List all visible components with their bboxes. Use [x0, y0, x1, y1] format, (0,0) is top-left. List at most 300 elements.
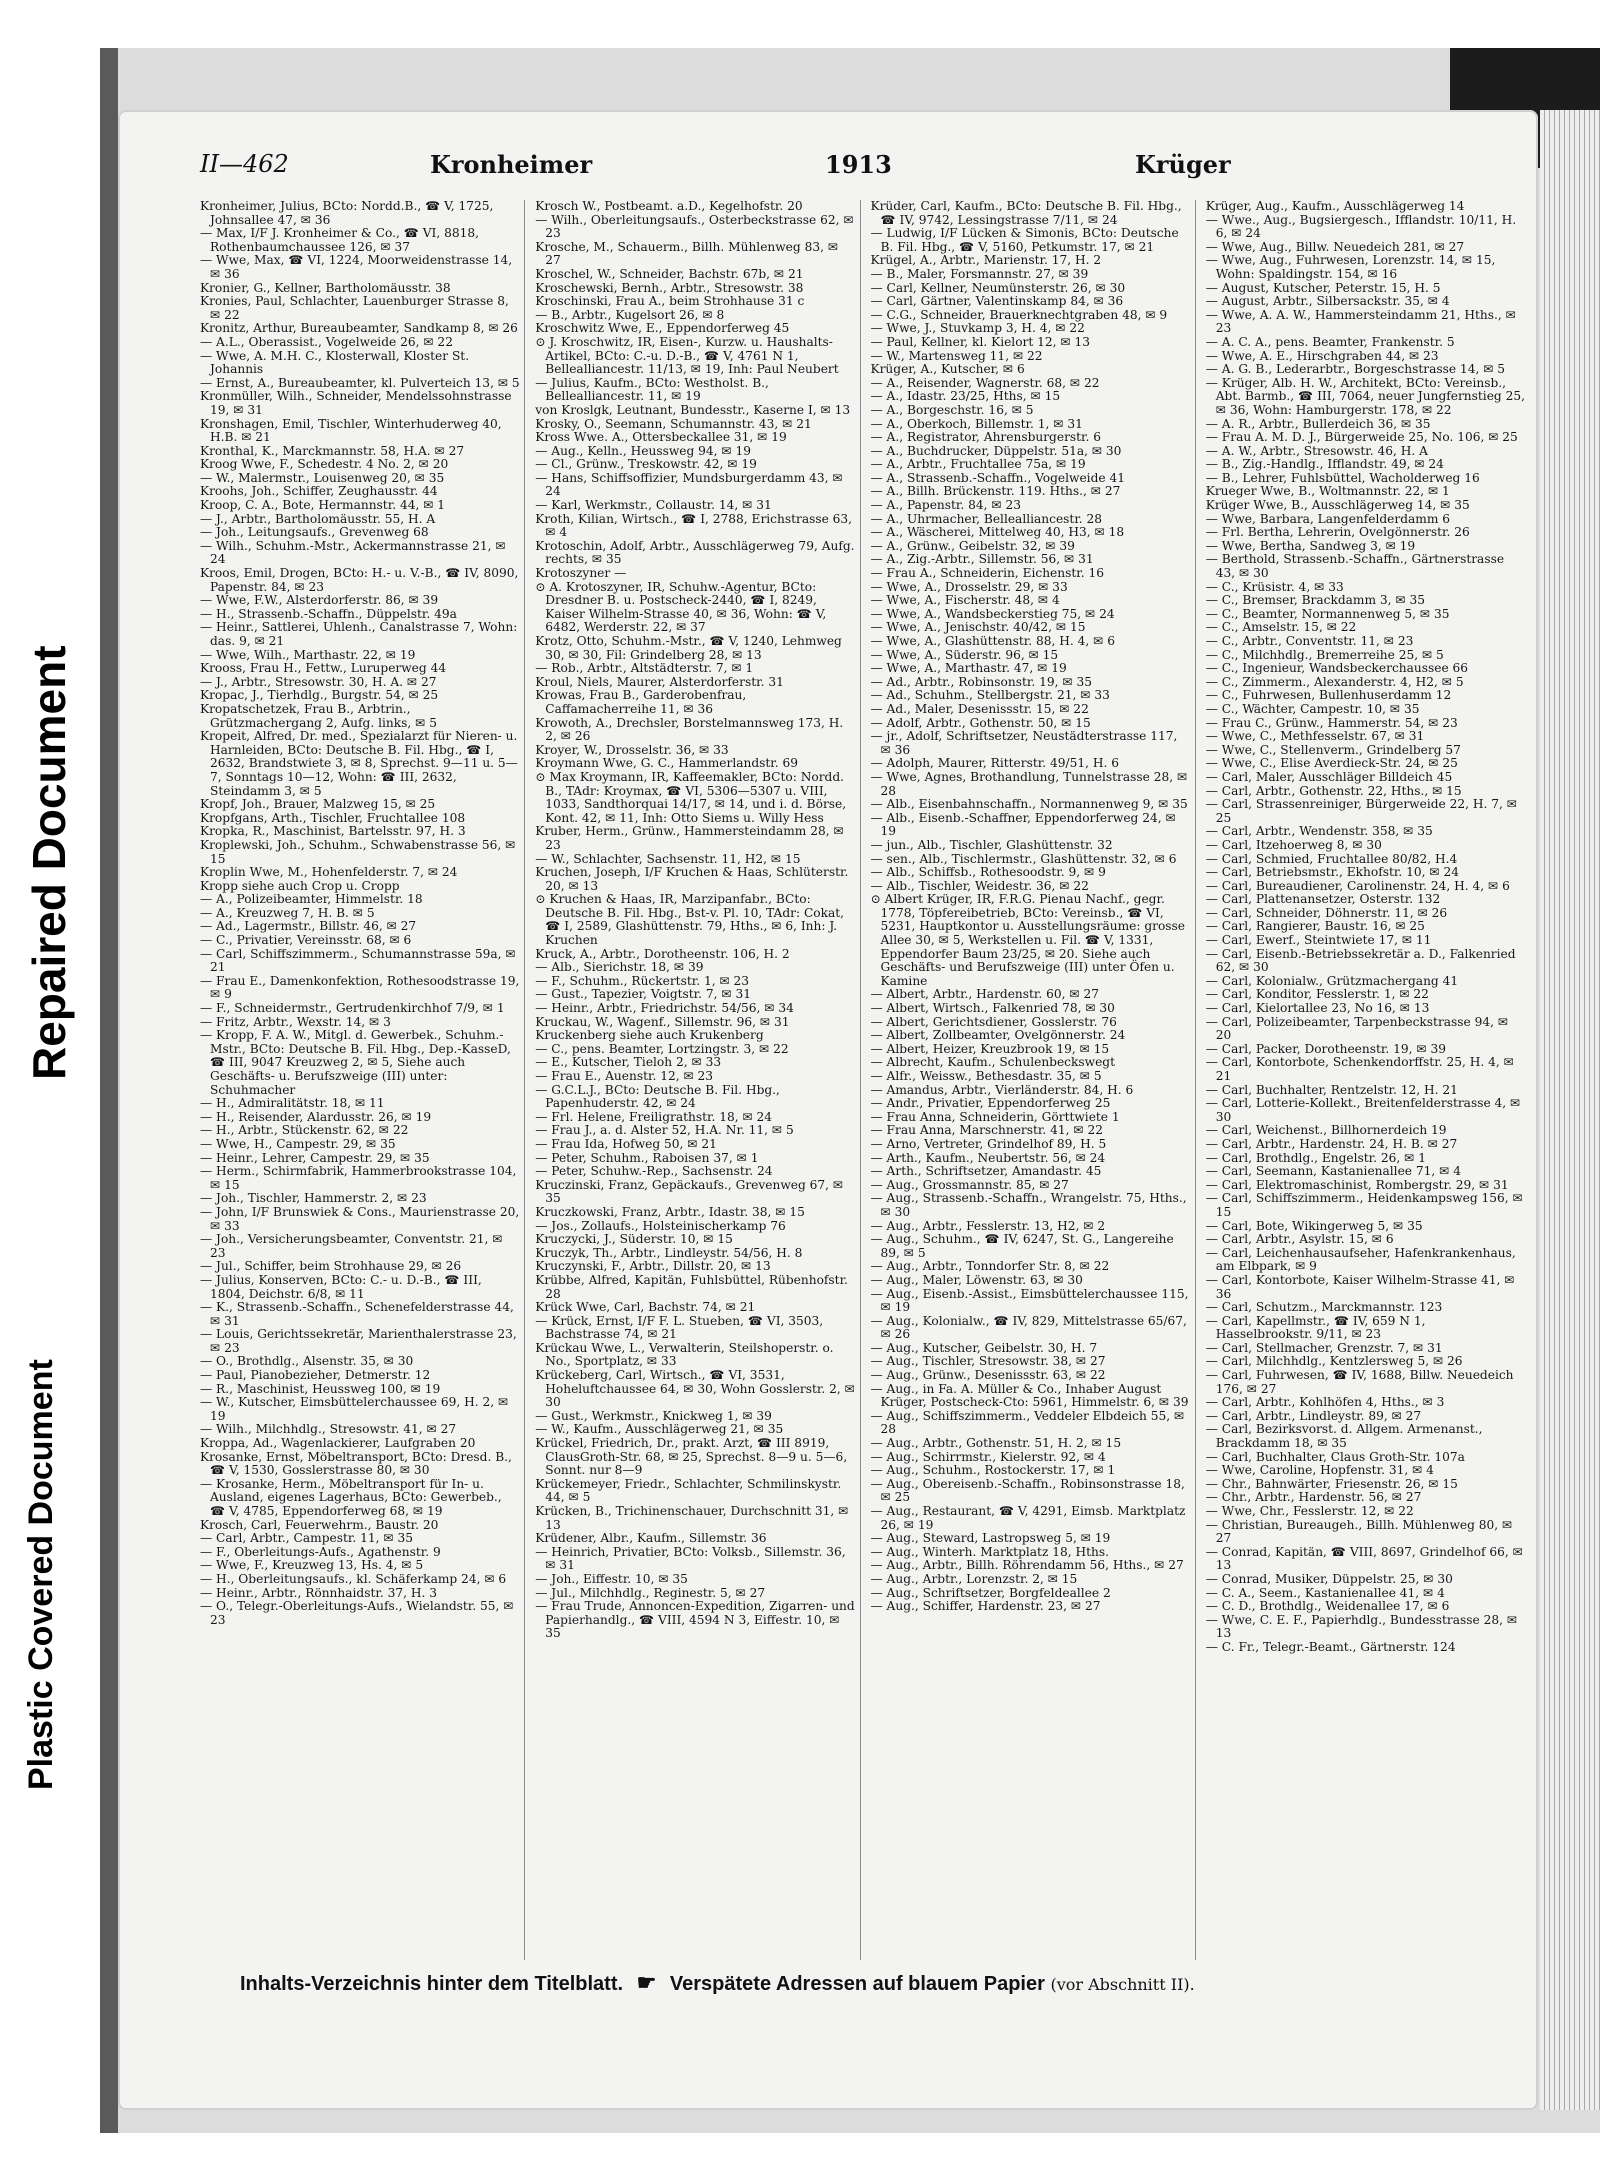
directory-entry: Kross Wwe. A., Ottersbeckallee 31, ✉ 19	[535, 430, 787, 445]
directory-entry: — Aug., Restaurant, ☎ V, 4291, Eimsb. Marktplatz 26, ✉ 19	[870, 1504, 1186, 1532]
pointing-hand-icon: ☛	[636, 1970, 657, 1995]
directory-entry: Krotz, Otto, Schuhm.-Mstr., ☎ V, 1240, Lehmweg 30, ✉ 30, Fil: Grindelberg 28, ✉ 13	[535, 634, 842, 662]
directory-entry: — Adolf, Arbtr., Gothenstr. 50, ✉ 15	[870, 715, 1091, 730]
directory-entry: — Aug., Kolonialw., ☎ IV, 829, Mittelstrasse 65/67, ✉ 26	[870, 1313, 1187, 1342]
directory-entry: — Chr., Arbtr., Hardenstr. 56, ✉ 27	[1205, 1490, 1422, 1505]
directory-entry: Krüger Wwe, B., Ausschlägerweg 14, ✉ 35	[1205, 498, 1470, 513]
directory-entry: — Wilh., Milchhdlg., Stresowstr. 41, ✉ 27	[200, 1422, 457, 1437]
directory-entry: ⊙ J. Kroschwitz, IR, Eisen-, Kurzw. u. Haushalts-Artikel, BCto: C.-u. D.-B., ☎ V, 4761 N 1, Bellealliancestr. 11/13, ✉ 19, Inh: Paul Neubert	[535, 334, 839, 377]
directory-entry: — W., Schlachter, Sachsenstr. 11, H2, ✉ 15	[535, 851, 801, 866]
directory-entry: — Karl, Werkmstr., Collaustr. 14, ✉ 31	[535, 498, 772, 513]
directory-entry: — H., Arbtr., Stückenstr. 62, ✉ 22	[200, 1123, 409, 1138]
directory-entry: — Rob., Arbtr., Altstädterstr. 7, ✉ 1	[535, 661, 754, 676]
directory-entry: Krosky, O., Seemann, Schumannstr. 43, ✉ 21	[535, 416, 812, 431]
directory-entry: — Wwe, A., Wandsbeckerstieg 75, ✉ 24	[870, 606, 1115, 621]
directory-entry: — Carl, Konditor, Fesslerstr. 1, ✉ 22	[1205, 987, 1429, 1002]
directory-entry: — K., Strassenb.-Schaffn., Schenefelderstrasse 44, ✉ 31	[200, 1300, 514, 1328]
directory-entry: — Carl, Bureaudiener, Carolinenstr. 24, H. 4, ✉ 6	[1205, 878, 1510, 893]
directory-entry: — Heinr., Lehrer, Campestr. 29, ✉ 35	[200, 1150, 430, 1165]
directory-entry: — Krüger, Alb. H. W., Architekt, BCto: Vereinsb., Abt. Barmb., ☎ III, 7064, neuer Jungfernstieg 25, ✉ 36, Wohn: Hamburgerstr. 178, ✉ 22	[1205, 375, 1525, 417]
directory-entry: — Aug., Maler, Löwenstr. 63, ✉ 30	[870, 1272, 1083, 1287]
directory-entry: Kruczycki, J., Süderstr. 10, ✉ 15	[535, 1232, 733, 1247]
directory-entry: — C. D., Brothdlg., Weidenallee 17, ✉ 6	[1205, 1599, 1450, 1614]
directory-entry: — Aug., Schuhm., Rostockerstr. 17, ✉ 1	[870, 1463, 1116, 1478]
binding-edge	[100, 48, 118, 2133]
directory-entry: — Alb., Eisenbahnschaffn., Normannenweg 9, ✉ 35	[870, 797, 1188, 812]
directory-entry: — C. Fr., Telegr.-Beamt., Gärtnerstr. 124	[1205, 1639, 1456, 1654]
footer-late-addresses-note: Verspätete Adressen auf blauem Papier	[669, 1973, 1045, 1995]
directory-entry: Kroop, C. A., Bote, Hermannstr. 44, ✉ 1	[200, 498, 446, 513]
directory-entry: — Carl, Kontorbote, Kaiser Wilhelm-Strasse 41, ✉ 36	[1205, 1272, 1515, 1301]
directory-entry: Kroppa, Ad., Wagenlackierer, Laufgraben 20	[200, 1436, 476, 1451]
directory-entry: — Aug., Strassenb.-Schaffn., Wrangelstr. 75, Hths., ✉ 30	[870, 1191, 1187, 1219]
directory-entry: Kruckau, W., Wagenf., Sillemstr. 96, ✉ 31	[535, 1014, 790, 1029]
directory-entry: — F., Schuhm., Rückertstr. 1, ✉ 23	[535, 973, 750, 988]
directory-entry: — J., Arbtr., Stresowstr. 30, H. A. ✉ 27	[200, 674, 437, 689]
directory-entry: — A., Polizeibeamter, Himmelstr. 18	[200, 892, 423, 907]
directory-entry: — O., Brothdlg., Alsenstr. 35, ✉ 30	[200, 1354, 414, 1369]
directory-entry: Krueger Wwe, B., Woltmannstr. 22, ✉ 1	[1205, 484, 1450, 499]
directory-entry: — Frau Ida, Hofweg 50, ✉ 21	[535, 1136, 717, 1151]
directory-entry: Krosanke, Ernst, Möbeltransport, BCto: Dresd. B., ☎ V, 1530, Gosslerstrasse 80, ✉ 30	[200, 1449, 512, 1478]
directory-entry: Kroschinski, Frau A., beim Strohhause 31 c	[535, 294, 805, 309]
directory-entry: Krooss, Frau H., Fettw., Luruperweg 44	[200, 661, 447, 676]
directory-entry: — Albert, Arbtr., Hardenstr. 60, ✉ 27	[870, 987, 1100, 1002]
directory-entry: — Arth., Kaufm., Neubertstr. 56, ✉ 24	[870, 1150, 1106, 1165]
directory-entry: — A., Reisender, Wagnerstr. 68, ✉ 22	[870, 375, 1100, 390]
directory-entry: — Paul, Pianobezieher, Detmerstr. 12	[200, 1368, 431, 1383]
directory-entry: — Carl, Eisenb.-Betriebssekretär a. D., Falkenried 62, ✉ 30	[1205, 946, 1516, 975]
directory-entry: — A., Oberkoch, Billemstr. 1, ✉ 31	[870, 416, 1083, 431]
directory-entry: — Frau Trude, Annoncen-Expedition, Zigarren- und Papierhandlg., ☎ VIII, 4594 N 3, Eiffestr. 10, ✉ 35	[535, 1599, 855, 1641]
directory-entry: — G.C.L.J., BCto: Deutsche B. Fil. Hbg., Papenhuderstr. 42, ✉ 24	[535, 1082, 780, 1111]
directory-entry: ⊙ A. Krotoszyner, IR, Schuhw.-Agentur, BCto: Dresdner B. u. Postscheck-2440, ☎ I, 8249, Kaiser Wilhelm-Strasse 40, ✉ 36, Wohn: ☎ V, 6482, Werderstr. 22, ✉ 37	[535, 579, 827, 635]
directory-entry: — Peter, Schuhm., Raboisen 37, ✉ 1	[535, 1150, 759, 1165]
directory-entry: — H., Admiralitätstr. 18, ✉ 11	[200, 1096, 385, 1111]
directory-entry: — Ad., Maler, Desenissstr. 15, ✉ 22	[870, 701, 1089, 716]
directory-entry: Kroplin Wwe, M., Hohenfelderstr. 7, ✉ 24	[200, 865, 458, 880]
directory-entry: — F., Schneidermstr., Gertrudenkirchhof 7/9, ✉ 1	[200, 1001, 505, 1016]
directory-entry: — C., Fuhrwesen, Bullenhuserdamm 12	[1205, 688, 1452, 703]
directory-entry: — Hans, Schiffsoffizier, Mundsburgerdamm 43, ✉ 24	[535, 470, 843, 499]
directory-entry: — B., Lehrer, Fuhlsbüttel, Wacholderweg 16	[1205, 470, 1480, 485]
directory-entry: — Frau J., a. d. Alster 52, H.A. Nr. 11, ✉ 5	[535, 1123, 794, 1138]
directory-entry: Kropatschetzek, Frau B., Arbtrin., Grützmachergang 2, Aufg. links, ✉ 5	[200, 701, 437, 730]
directory-entry: — Wwe, H., Campestr. 29, ✉ 35	[200, 1136, 396, 1151]
directory-entry: — Julius, Konserven, BCto: C.- u. D.-B., ☎ III, 1804, Deichstr. 6/8, ✉ 11	[200, 1272, 482, 1301]
directory-entry: — Andr., Privatier, Eppendorferweg 25	[870, 1096, 1111, 1111]
directory-entry: Kruck, A., Arbtr., Dorotheenstr. 106, H. 2	[535, 946, 790, 961]
directory-entry: — B., Zig.-Handlg., Ifflandstr. 49, ✉ 24	[1205, 457, 1444, 472]
directory-entry: Kroschwitz Wwe, E., Eppendorferweg 45	[535, 321, 790, 336]
directory-entry: — Aug., Arbtr., Tonndorfer Str. 8, ✉ 22	[870, 1259, 1110, 1274]
directory-entry: — Wwe, A., Drosselstr. 29, ✉ 33	[870, 579, 1068, 594]
directory-entry: — Aug., Grünw., Desenissstr. 63, ✉ 22	[870, 1368, 1106, 1383]
directory-entry: — Aug., Arbtr., Lorenzstr. 2, ✉ 15	[870, 1571, 1078, 1586]
directory-column	[535, 200, 860, 1960]
directory-entry: — Carl, Buchhalter, Claus Groth-Str. 107a	[1205, 1449, 1465, 1464]
directory-entry: — A., Grünw., Geibelstr. 32, ✉ 39	[870, 538, 1075, 553]
directory-entry: — A., Zig.-Arbtr., Sillemstr. 56, ✉ 31	[870, 552, 1094, 567]
directory-entry: — A., Kreuzweg 7, H. B. ✉ 5	[200, 905, 375, 920]
directory-entry: — C., Krüsistr. 4, ✉ 33	[1205, 579, 1344, 594]
directory-entry: — Aug., Arbtr., Fesslerstr. 13, H2, ✉ 2	[870, 1218, 1106, 1233]
header-right-keyword: Krüger	[1135, 150, 1231, 179]
directory-entry: — Aug., in Fa. A. Müller & Co., Inhaber August Krüger, Postscheck-Cto: 5961, Himmelstr. 6, ✉ 39	[870, 1381, 1189, 1410]
directory-entry: — Wwe, C., Stellenverm., Grindelberg 57	[1205, 742, 1461, 757]
directory-entry: Krowoth, A., Drechsler, Borstelmannsweg 173, H. 2, ✉ 26	[535, 715, 844, 744]
directory-entry: — Aug., Schirrmstr., Kielerstr. 92, ✉ 4	[870, 1449, 1106, 1464]
directory-entry: — H., Reisender, Alardusstr. 26, ✉ 19	[200, 1109, 432, 1124]
directory-entry: — C., Ingenieur, Wandsbeckerchaussee 66	[1205, 661, 1469, 676]
directory-entry: — jun., Alb., Tischler, Glashüttenstr. 32	[870, 837, 1113, 852]
directory-entry: — A., Registrator, Ahrensburgerstr. 6	[870, 430, 1102, 445]
directory-entry: — Krosanke, Herm., Möbeltransport für In- u. Ausland, eigenes Lagerhaus, BCto: Gewerbeb., ☎ V, 4785, Eppendorferweg 68, ✉ 19	[200, 1476, 502, 1518]
directory-entry: — Carl, Lotterie-Kollekt., Breitenfelderstrasse 4, ✉ 30	[1205, 1096, 1521, 1124]
directory-entry: — Carl, Betriebsmstr., Ekhofstr. 10, ✉ 24	[1205, 865, 1459, 880]
directory-entry: — Frau E., Auenstr. 12, ✉ 23	[535, 1069, 714, 1083]
directory-entry: Krückau Wwe, L., Verwalterin, Steilshoperstr. o. No., Sportplatz, ✉ 33	[535, 1340, 834, 1369]
plastic-covered-label: Plastic Covered Document	[22, 1359, 60, 1790]
header-left-keyword: Kronheimer	[430, 150, 593, 179]
directory-entry: — Aug., Arbtr., Gothenstr. 51, H. 2, ✉ 15	[870, 1436, 1122, 1451]
directory-entry: — C., Amselstr. 15, ✉ 22	[1205, 620, 1357, 635]
directory-entry: — Wwe, A., Süderstr. 96, ✉ 15	[870, 647, 1059, 662]
directory-entry: Kropfgans, Arth., Tischler, Fruchtallee 108	[200, 810, 466, 825]
directory-entry: — W., Martensweg 11, ✉ 22	[870, 348, 1043, 363]
directory-entry: Kronmüller, Wilh., Schneider, Mendelssohnstrasse 19, ✉ 31	[200, 389, 512, 417]
directory-entry: — Aug., Schuhm., ☎ IV, 6247, St. G., Langereihe 89, ✉ 5	[870, 1232, 1174, 1260]
directory-entry: — August, Arbtr., Silbersackstr. 35, ✉ 4	[1205, 294, 1450, 309]
side-label-strip	[0, 0, 100, 2177]
directory-entry: — Carl, Arbtr., Asylstr. 15, ✉ 6	[1205, 1232, 1394, 1247]
directory-entry: — Jul., Schiffer, beim Strohhause 29, ✉ 26	[200, 1259, 462, 1274]
directory-entry: — Albert, Heizer, Kreuzbrook 19, ✉ 15	[870, 1041, 1110, 1056]
directory-entry: — jr., Adolf, Schriftsetzer, Neustädterstrasse 117, ✉ 36	[870, 729, 1178, 757]
directory-entry: — Carl, Kolonialw., Grützmachergang 41	[1205, 973, 1459, 988]
directory-entry: — Wwe, A., Jenischstr. 40/42, ✉ 15	[870, 620, 1086, 635]
directory-entry: Krüger, Aug., Kaufm., Ausschlägerweg 14	[1205, 200, 1465, 213]
directory-entry: Kruczkowski, Franz, Arbtr., Idastr. 38, ✉ 15	[535, 1204, 805, 1219]
directory-entry: — C., Privatier, Vereinsstr. 68, ✉ 6	[200, 933, 412, 948]
directory-entry: von Kroslgk, Leutnant, Bundesstr., Kaserne I, ✉ 13	[535, 402, 851, 417]
directory-entry: — Carl, Maler, Ausschläger Billdeich 45	[1205, 769, 1453, 784]
directory-entry: — Joh., Versicherungsbeamter, Conventstr. 21, ✉ 23	[200, 1232, 503, 1260]
directory-entry: — Frau A. M. D. J., Bürgerweide 25, No. 106, ✉ 25	[1205, 430, 1518, 445]
directory-entry: — Wwe, A., Marthastr. 47, ✉ 19	[870, 661, 1067, 676]
directory-entry: — Carl, Kellner, Neumünsterstr. 26, ✉ 30	[870, 280, 1126, 295]
directory-entry: Kropac, J., Tierhdlg., Burgstr. 54, ✉ 25	[200, 688, 439, 703]
directory-entry: — Wwe, F.W., Alsterdorferstr. 86, ✉ 39	[200, 593, 439, 608]
directory-entry: — Ernst, A., Bureaubeamter, kl. Pulverteich 13, ✉ 5	[200, 375, 520, 390]
directory-entry: — Wilh., Schuhm.-Mstr., Ackermannstrasse 21, ✉ 24	[200, 538, 506, 567]
directory-entry: — Carl, Kielortallee 23, No 16, ✉ 13	[1205, 1001, 1430, 1016]
directory-entry: — Albrecht, Kaufm., Schulenbeckswegt	[870, 1055, 1115, 1070]
directory-entry: — Fritz, Arbtr., Wexstr. 14, ✉ 3	[200, 1014, 391, 1029]
directory-entry: — A., Strassenb.-Schaffn., Vogelweide 41	[870, 470, 1125, 485]
directory-entry: — Heinr., Arbtr., Friedrichstr. 54/56, ✉ 34	[535, 1001, 794, 1016]
directory-entry: Kropeit, Alfred, Dr. med., Spezialarzt für Nieren- u. Harnleiden, BCto: Deutsche B. Fil. Hbg., ☎ I, 2632, Brandstwiete 3, ✉ 8, Sprechst. 9—11 u. 5—7, Sonntags 10—12, Wohn: ☎ III, 2632, Steindamm 3, ✉ 5	[200, 729, 518, 798]
directory-entry: Krübbe, Alfred, Kapitän, Fuhlsbüttel, Rübenhofstr. 28	[535, 1272, 848, 1301]
directory-entry: — Aug., Schriftsetzer, Borgfeldeallee 2	[870, 1585, 1111, 1600]
directory-entry: — Carl, Bote, Wikingerweg 5, ✉ 35	[1205, 1218, 1423, 1233]
directory-entry: — Joh., Leitungsaufs., Grevenweg 68	[200, 525, 429, 540]
directory-entry: — Wwe, Max, ☎ VI, 1224, Moorweidenstrasse 14, ✉ 36	[200, 253, 513, 281]
directory-entry: — C., Wächter, Campestr. 10, ✉ 35	[1205, 701, 1420, 716]
directory-entry: — Heinrich, Privatier, BCto: Volksb., Sillemstr. 36, ✉ 31	[535, 1544, 846, 1573]
directory-entry: Kroohs, Joh., Schiffer, Zeughausstr. 44	[200, 484, 438, 499]
directory-entry: Krosch, Carl, Feuerwehrm., Baustr. 20	[200, 1517, 439, 1532]
directory-entry: — A., Idastr. 23/25, Hths, ✉ 15	[870, 389, 1061, 404]
directory-entry: — A., Uhrmacher, Bellealliancestr. 28	[870, 511, 1103, 526]
directory-entry: — C., Bremser, Brackdamm 3, ✉ 35	[1205, 593, 1425, 608]
directory-entry: — C.G., Schneider, Brauerknechtgraben 48, ✉ 9	[870, 307, 1168, 322]
directory-entry: Kroschewski, Bernh., Arbtr., Stresowstr. 38	[535, 280, 804, 295]
directory-entry: — Carl, Schneider, Döhnerstr. 11, ✉ 26	[1205, 905, 1448, 920]
directory-entry: — A. G. B., Lederarbtr., Borgeschstrasse 14, ✉ 5	[1205, 362, 1506, 377]
directory-entry: Kronshagen, Emil, Tischler, Winterhuderweg 40, H.B. ✉ 21	[200, 416, 502, 445]
directory-entry: — Carl, Plattenansetzer, Osterstr. 132	[1205, 892, 1441, 907]
directory-entry: Krückeberg, Carl, Wirtsch., ☎ VI, 3531, Hoheluftchaussee 64, ✉ 30, Wohn Gosslerstr. 2, ✉ 30	[535, 1368, 855, 1410]
directory-entry: — Max, I/F J. Kronheimer & Co., ☎ VI, 8818, Rothenbaumchaussee 126, ✉ 37	[200, 226, 480, 254]
directory-entry: — Wwe, C., Methfesselstr. 67, ✉ 31	[1205, 729, 1425, 744]
directory-entry: Kruckenberg siehe auch Krukenberg	[535, 1028, 764, 1043]
directory-entry: — Aug., Arbtr., Billh. Röhrendamm 56, Hths., ✉ 27	[870, 1558, 1184, 1573]
directory-entry: — A. R., Arbtr., Bullerdeich 36, ✉ 35	[1205, 416, 1431, 431]
directory-entry: — W., Malermstr., Louisenweg 20, ✉ 35	[200, 470, 445, 485]
directory-entry: — Ad., Arbtr., Robinsonstr. 19, ✉ 35	[870, 674, 1092, 689]
directory-entry: Kroul, Niels, Maurer, Alsterdorferstr. 31	[535, 674, 784, 689]
directory-entry: Kropp siehe auch Crop u. Cropp	[200, 878, 400, 893]
directory-entry: — A., Papenstr. 84, ✉ 23	[870, 498, 1022, 513]
directory-entry: — Wwe., Aug., Bugsiergesch., Ifflandstr. 10/11, H. 6, ✉ 24	[1205, 212, 1517, 241]
directory-entry: — Carl, Packer, Dorotheenstr. 19, ✉ 39	[1205, 1041, 1446, 1056]
directory-entry: — Aug., Grossmannstr. 85, ✉ 27	[870, 1177, 1069, 1192]
directory-entry: — Herm., Schirmfabrik, Hammerbrookstrasse 104, ✉ 15	[200, 1164, 517, 1192]
directory-entry: — Conrad, Kapitän, ☎ VIII, 8697, Grindelhof 66, ✉ 13	[1205, 1544, 1523, 1573]
directory-entry: — Wwe, Chr., Fesslerstr. 12, ✉ 22	[1205, 1504, 1414, 1518]
directory-entry: — Louis, Gerichtssekretär, Marienthalerstrasse 23, ✉ 23	[200, 1327, 517, 1355]
directory-entry: — Carl, Stellmacher, Grenzstr. 7, ✉ 31	[1205, 1340, 1443, 1355]
directory-entry: — A. C. A., pens. Beamter, Frankenstr. 5	[1205, 334, 1455, 349]
directory-entry: — Carl, Buchhalter, Rentzelstr. 12, H. 21	[1205, 1082, 1458, 1097]
directory-entry: — Carl, Leichenhausaufseher, Hafenkrankenhaus, am Elbpark, ✉ 9	[1205, 1245, 1516, 1274]
directory-entry: — Ad., Lagermstr., Billstr. 46, ✉ 27	[200, 919, 417, 934]
directory-entry: — Alfr., Weissw., Bethesdastr. 35, ✉ 5	[870, 1069, 1102, 1083]
directory-entry: — Albert, Gerichtsdiener, Gosslerstr. 76	[870, 1014, 1117, 1029]
directory-entry: — Carl, Strassenreiniger, Bürgerweide 22, H. 7, ✉ 25	[1205, 797, 1517, 825]
directory-entry: ⊙ Kruchen & Haas, IR, Marzipanfabr., BCto: Deutsche B. Fil. Hbg., Bst-v. Pl. 10, TAdr: Cokat, ☎ I, 2589, Glashüttenstr. 79, Hths., ✉ 6, Inh: J. Kruchen	[535, 892, 845, 948]
directory-entry: Kruber, Herm., Grünw., Hammersteindamm 28, ✉ 23	[535, 824, 844, 852]
directory-entry: — Carl, Gärtner, Valentinskamp 84, ✉ 36	[870, 294, 1124, 309]
directory-entry: — C. A., Seem., Kastanienallee 41, ✉ 4	[1205, 1585, 1445, 1600]
directory-entry: — Carl, Bezirksvorst. d. Allgem. Armenanst., Brackdamm 18, ✉ 35	[1205, 1422, 1483, 1451]
directory-entry: — Aug., Eisenb.-Assist., Eimsbüttelerchaussee 115, ✉ 19	[870, 1286, 1189, 1315]
directory-entry: — Peter, Schuhw.-Rep., Sachsenstr. 24	[535, 1164, 773, 1179]
directory-entry: — Wwe, Aug., Fuhrwesen, Lorenzstr. 14, ✉ 15, Wohn: Spaldingstr. 154, ✉ 16	[1205, 253, 1496, 281]
directory-entry: — Carl, Ewerf., Steintwiete 17, ✉ 11	[1205, 933, 1432, 948]
directory-entry: — Aug., Kelln., Heussweg 94, ✉ 19	[535, 443, 752, 458]
directory-entry: — A., Buchdrucker, Düppelstr. 51a, ✉ 30	[870, 443, 1122, 458]
footer-index-note: Inhalts-Verzeichnis hinter dem Titelblatt.	[240, 1973, 624, 1995]
directory-column	[871, 200, 1196, 1960]
directory-entry: — Carl, Rangierer, Baustr. 16, ✉ 25	[1205, 919, 1425, 934]
directory-entry: — Paul, Kellner, kl. Kielort 12, ✉ 13	[870, 334, 1090, 349]
directory-entry: — Wwe, C. E. F., Papierhdlg., Bundesstrasse 28, ✉ 13	[1205, 1612, 1518, 1641]
directory-entry: — Julius, Kaufm., BCto: Westholst. B., Bellealliancestr. 11, ✉ 19	[535, 375, 769, 404]
directory-entry: — W., Kutscher, Eimsbüttelerchaussee 69, H. 2, ✉ 19	[200, 1395, 509, 1423]
directory-entry: Kronier, G., Kellner, Bartholomäusstr. 38	[200, 280, 451, 295]
directory-entry: — Gust., Werkmstr., Knickweg 1, ✉ 39	[535, 1408, 772, 1423]
directory-entry: — Aug., Kutscher, Geibelstr. 30, H. 7	[870, 1340, 1098, 1355]
directory-entry: — John, I/F Brunswiek & Cons., Maurienstrasse 20, ✉ 33	[200, 1204, 520, 1233]
directory-entry: — Wwe, A. E., Hirschgraben 44, ✉ 23	[1205, 348, 1439, 363]
directory-entry: — Wwe, A., Glashüttenstr. 88, H. 4, ✉ 6	[870, 634, 1115, 648]
directory-entry: — Aug., Schiffer, Hardenstr. 23, ✉ 27	[870, 1599, 1101, 1614]
directory-entry: Krücken, B., Trichinenschauer, Durchschnitt 31, ✉ 13	[535, 1504, 849, 1532]
directory-entry: Kropf, Joh., Brauer, Malzweg 15, ✉ 25	[200, 797, 436, 812]
directory-entry: — Wwe, Barbara, Langenfelderdamm 6	[1205, 511, 1451, 526]
directory-columns	[200, 200, 1530, 1960]
directory-entry: — Wwe, A. A. W., Hammersteindamm 21, Hths., ✉ 23	[1205, 307, 1516, 336]
footer-section-note: (vor Abschnitt II).	[1050, 1975, 1195, 1994]
directory-entry: — Frau A., Schneiderin, Eichenstr. 16	[870, 566, 1105, 581]
directory-entry: ⊙ Max Kroymann, IR, Kaffeemakler, BCto: Nordd. B., TAdr: Kroymax, ☎ VI, 5306—5307 u. VIII, 1033, Sandthorquai 14/17, ✉ 14, und i. d. Börse, Kont. 42, ✉ 11, Inh: Otto Siems u. Willy Hess	[535, 769, 847, 825]
directory-entry: — W., Kaufm., Ausschlägerweg 21, ✉ 35	[535, 1422, 784, 1437]
directory-entry: Kroplewski, Joh., Schuhm., Schwabenstrasse 56, ✉ 15	[200, 837, 516, 866]
directory-entry: — Conrad, Musiker, Düppelstr. 25, ✉ 30	[1205, 1571, 1453, 1586]
directory-entry: — J., Arbtr., Bartholomäusstr. 55, H. A	[200, 511, 436, 526]
directory-entry: — Wwe, A. M.H. C., Klosterwall, Kloster St. Johannis	[200, 348, 470, 377]
directory-entry: — Aug., Obereisenb.-Schaffn., Robinsonstrasse 18, ✉ 25	[870, 1476, 1185, 1505]
directory-entry: — C., Arbtr., Conventstr. 11, ✉ 23	[1205, 634, 1414, 648]
directory-entry: — B., Arbtr., Kugelsort 26, ✉ 8	[535, 307, 725, 322]
page-header	[200, 150, 1530, 190]
directory-entry: — Ludwig, I/F Lücken & Simonis, BCto: Deutsche B. Fil. Hbg., ☎ V, 5160, Petkumstr. 17, ✉ 21	[870, 226, 1179, 254]
directory-entry: — Joh., Eiffestr. 10, ✉ 35	[535, 1571, 688, 1586]
directory-entry: — Aug., Schiffszimmerm., Veddeler Elbdeich 55, ✉ 28	[870, 1408, 1185, 1437]
directory-entry: — Heinr., Arbtr., Rönnhaidstr. 37, H. 3	[200, 1585, 437, 1600]
page-stack-edges	[1540, 110, 1600, 2110]
directory-entry: — Frl. Helene, Freiligrathstr. 18, ✉ 24	[535, 1109, 773, 1124]
directory-entry: — Wwe, F., Kreuzweg 13, Hs. 4, ✉ 5	[200, 1558, 424, 1573]
directory-entry: — August, Kutscher, Peterstr. 15, H. 5	[1205, 280, 1441, 295]
directory-entry: — Carl, Arbtr., Lindleystr. 89, ✉ 27	[1205, 1408, 1422, 1423]
directory-entry: — Frl. Bertha, Lehrerin, Ovelgönnerstr. 26	[1205, 525, 1470, 540]
directory-entry: — Albert, Wirtsch., Falkenried 78, ✉ 30	[870, 1001, 1115, 1016]
directory-entry: — Jul., Milchhdlg., Reginestr. 5, ✉ 27	[535, 1585, 766, 1600]
directory-entry: Kruczinski, Franz, Gepäckaufs., Grevenweg 67, ✉ 35	[535, 1177, 844, 1206]
directory-entry: — Carl, Arbtr., Wendenstr. 358, ✉ 35	[1205, 824, 1433, 839]
directory-entry: — Jos., Zollaufs., Holsteinischerkamp 76	[535, 1218, 786, 1233]
directory-entry: Kropka, R., Maschinist, Bartelsstr. 97, H. 3	[200, 824, 466, 839]
directory-entry: — A., Arbtr., Fruchtallee 75a, ✉ 19	[870, 457, 1086, 472]
directory-entry: — Carl, Schiffszimmerm., Schumannstrasse 59a, ✉ 21	[200, 946, 516, 975]
directory-entry: — H., Oberleitungsaufs., kl. Schäferkamp 24, ✉ 6	[200, 1571, 507, 1586]
directory-entry: — Carl, Milchhdlg., Kentzlersweg 5, ✉ 26	[1205, 1354, 1463, 1369]
directory-entry: — Carl, Schmied, Fruchtallee 80/82, H.4	[1205, 851, 1458, 866]
header-year: 1913	[825, 150, 892, 179]
page-number: II—462	[200, 150, 289, 178]
directory-entry: Kroyer, W., Drosselstr. 36, ✉ 33	[535, 742, 729, 757]
directory-entry: — Wwe, Wilh., Marthastr. 22, ✉ 19	[200, 647, 416, 662]
directory-entry: Krügel, A., Arbtr., Marienstr. 17, H. 2	[870, 253, 1102, 268]
directory-entry: — Wwe, Caroline, Hopfenstr. 31, ✉ 4	[1205, 1463, 1434, 1478]
directory-entry: — Carl, Kapellmstr., ☎ IV, 659 N 1, Hasselbrookstr. 9/11, ✉ 23	[1205, 1313, 1426, 1342]
directory-entry: — Berthold, Strassenb.-Schaffn., Gärtnerstrasse 43, ✉ 30	[1205, 552, 1505, 581]
directory-entry: — C., Beamter, Normannenweg 5, ✉ 35	[1205, 606, 1450, 621]
directory-entry: Krotoszyner —	[535, 566, 627, 581]
directory-entry: — Gust., Tapezier, Voigtstr. 7, ✉ 31	[535, 987, 751, 1002]
directory-entry: Krowas, Frau B., Garderobenfrau, Caffamacherreihe 11, ✉ 36	[535, 688, 747, 716]
directory-entry: Kroog Wwe, F., Schedestr. 4 No. 2, ✉ 20	[200, 457, 449, 472]
directory-entry: — Alb., Eisenb.-Schaffner, Eppendorferweg 24, ✉ 19	[870, 810, 1176, 839]
directory-entry: Kronitz, Arthur, Bureaubeamter, Sandkamp 8, ✉ 26	[200, 321, 518, 336]
directory-entry: — C., Zimmerm., Alexanderstr. 4, H2, ✉ 5	[1205, 674, 1464, 689]
directory-entry: — Wwe, Agnes, Brothandlung, Tunnelstrasse 28, ✉ 28	[870, 769, 1188, 798]
directory-entry: — Carl, Arbtr., Kohlhöfen 4, Hths., ✉ 3	[1205, 1395, 1445, 1410]
directory-entry: — Kropp, F. A. W., Mitgl. d. Gewerbek., Schuhm.-Mstr., BCto: Deutsche B. Fil. Hbg., Dep.-KasseD, ☎ III, 9047 Kreuzweg 2, ✉ 5, Siehe auch Geschäfts- u. Berufszweige (III) unter: Schuhmacher	[200, 1028, 511, 1097]
directory-entry: — H., Strassenb.-Schaffn., Düppelstr. 49a	[200, 606, 457, 621]
directory-entry: Krück Wwe, Carl, Bachstr. 74, ✉ 21	[535, 1300, 756, 1315]
directory-entry: — Carl, Schiffszimmerm., Heidenkampsweg 156, ✉ 15	[1205, 1191, 1523, 1219]
directory-entry: Kroos, Emil, Drogen, BCto: H.- u. V.-B., ☎ IV, 8090, Papenstr. 84, ✉ 23	[200, 566, 519, 594]
directory-entry: — Wwe, C., Elise Averdieck-Str. 24, ✉ 25	[1205, 756, 1458, 771]
directory-entry: — F., Oberleitungs-Aufs., Agathenstr. 9	[200, 1544, 441, 1559]
page-footer	[240, 1970, 1520, 2000]
directory-entry: — Carl, Arbtr., Hardenstr. 24, H. B. ✉ 27	[1205, 1136, 1458, 1151]
directory-entry: Kronies, Paul, Schlachter, Lauenburger Strasse 8, ✉ 22	[200, 294, 509, 322]
directory-entry: — Arno, Vertreter, Grindelhof 89, H. 5	[870, 1136, 1107, 1151]
directory-entry: — Carl, Seemann, Kastanienallee 71, ✉ 4	[1205, 1164, 1461, 1179]
directory-entry: — Frau Anna, Schneiderin, Görttwiete 1	[870, 1109, 1120, 1124]
directory-entry: — C., Milchhdlg., Bremerreihe 25, ✉ 5	[1205, 647, 1444, 662]
directory-entry: Krotoschin, Adolf, Arbtr., Ausschlägerweg 79, Aufg. rechts, ✉ 35	[535, 538, 855, 567]
directory-entry: Krückemeyer, Friedr., Schlachter, Schmilinskystr. 44, ✉ 5	[535, 1476, 842, 1505]
directory-entry: — Krück, Ernst, I/F F. L. Stueben, ☎ VI, 3503, Bachstrasse 74, ✉ 21	[535, 1313, 824, 1342]
directory-entry: — Wwe, Bertha, Sandweg 3, ✉ 19	[1205, 538, 1416, 553]
directory-entry: — Heinr., Sattlerei, Uhlenh., Canalstrasse 7, Wohn: das. 9, ✉ 21	[200, 620, 518, 648]
directory-entry: — E., Kutscher, Tieloh 2, ✉ 33	[535, 1055, 722, 1070]
directory-entry: — Carl, Schutzm., Marckmannstr. 123	[1205, 1300, 1443, 1315]
directory-entry: — B., Maler, Forsmannstr. 27, ✉ 39	[870, 266, 1089, 281]
directory-entry: Krüder, Carl, Kaufm., BCto: Deutsche B. Fil. Hbg., ☎ IV, 9742, Lessingstrasse 7/11, ✉ 24	[870, 200, 1182, 227]
directory-entry: — Alb., Tischler, Weidestr. 36, ✉ 22	[870, 878, 1089, 893]
directory-entry: — A. W., Arbtr., Stresowstr. 46, H. A	[1205, 443, 1428, 458]
directory-entry: Kruczyk, Th., Arbtr., Lindleystr. 54/56, H. 8	[535, 1245, 803, 1260]
directory-entry: — Alb., Schiffsb., Rothesoodstr. 9, ✉ 9	[870, 865, 1106, 880]
directory-entry: — Wwe, Aug., Billw. Neuedeich 281, ✉ 27	[1205, 239, 1465, 254]
directory-entry: — Ad., Schuhm., Stellbergstr. 21, ✉ 33	[870, 688, 1110, 703]
directory-entry: — Amandus, Arbtr., Vierländerstr. 84, H. 6	[870, 1082, 1134, 1097]
directory-entry: Kroschel, W., Schneider, Bachstr. 67b, ✉ 21	[535, 266, 804, 281]
directory-entry: — Christian, Bureaugeh., Billh. Mühlenweg 80, ✉ 27	[1205, 1517, 1513, 1546]
directory-entry: — O., Telegr.-Oberleitungs-Aufs., Wielandstr. 55, ✉ 23	[200, 1599, 514, 1627]
directory-entry: Krüdener, Albr., Kaufm., Sillemstr. 36	[535, 1531, 767, 1546]
directory-entry: — R., Maschinist, Heussweg 100, ✉ 19	[200, 1381, 441, 1396]
directory-entry: — C., pens. Beamter, Lortzingstr. 3, ✉ 22	[535, 1041, 789, 1056]
directory-entry: — sen., Alb., Tischlermstr., Glashüttenstr. 32, ✉ 6	[870, 851, 1177, 866]
directory-column	[1206, 200, 1530, 1960]
directory-entry: — A., Wäscherei, Mittelweg 40, H3, ✉ 18	[870, 525, 1125, 540]
directory-entry: — Carl, Arbtr., Gothenstr. 22, Hths., ✉ 15	[1205, 783, 1462, 798]
directory-entry: — Alb., Sierichstr. 18, ✉ 39	[535, 960, 704, 975]
directory-entry: — Wwe, J., Stuvkamp 3, H. 4, ✉ 22	[870, 321, 1085, 336]
directory-entry: — Carl, Brothdlg., Engelstr. 26, ✉ 1	[1205, 1150, 1427, 1165]
directory-entry: Kronthal, K., Marckmannstr. 58, H.A. ✉ 27	[200, 443, 465, 458]
directory-entry: — Joh., Tischler, Hammerstr. 2, ✉ 23	[200, 1191, 427, 1206]
directory-entry: — A., Borgeschstr. 16, ✉ 5	[870, 402, 1034, 417]
